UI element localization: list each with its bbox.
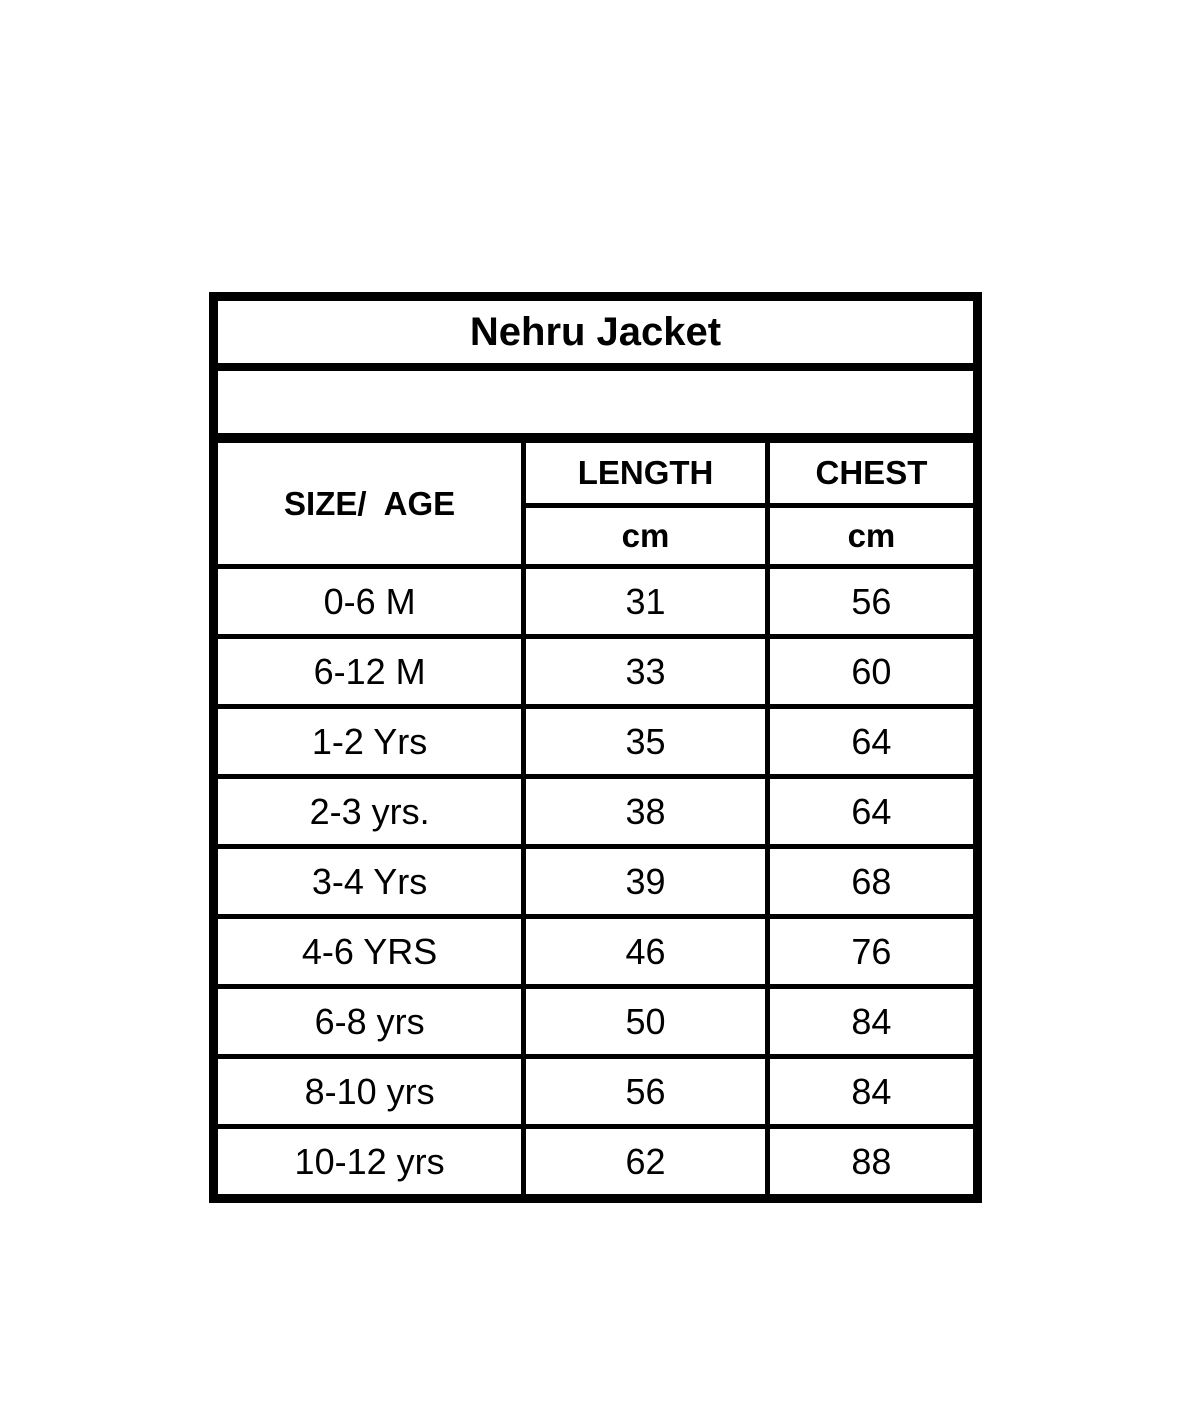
column-header-size-age: SIZE/ AGE: [214, 438, 524, 567]
table-row: [214, 847, 978, 917]
chest-cell: 84: [767, 1057, 977, 1127]
spacer-cell: [214, 367, 978, 438]
length-cell: 56: [524, 1057, 768, 1127]
table-row: [214, 777, 978, 847]
length-unit-label: cm: [524, 506, 768, 567]
size-cell: 3-4 Yrs: [214, 847, 524, 917]
size-cell: 0-6 M: [214, 567, 524, 637]
table-row: [214, 987, 978, 1057]
chest-cell: 68: [767, 847, 977, 917]
table-row: [214, 1127, 978, 1199]
length-cell: 39: [524, 847, 768, 917]
size-chart-table: [209, 292, 982, 1203]
size-cell: 4-6 YRS: [214, 917, 524, 987]
chest-cell: 88: [767, 1127, 977, 1199]
header-row-measure: [214, 438, 978, 506]
length-cell: 33: [524, 637, 768, 707]
chest-cell: 56: [767, 567, 977, 637]
size-chart: [209, 292, 982, 1203]
size-cell: 8-10 yrs: [214, 1057, 524, 1127]
length-cell: 38: [524, 777, 768, 847]
page-title: Nehru Jacket: [214, 297, 978, 368]
spacer-row: [214, 367, 978, 438]
chest-cell: 84: [767, 987, 977, 1057]
length-cell: 46: [524, 917, 768, 987]
table-row: [214, 567, 978, 637]
table-row: [214, 637, 978, 707]
table-row: [214, 1057, 978, 1127]
size-cell: 2-3 yrs.: [214, 777, 524, 847]
size-cell: 10-12 yrs: [214, 1127, 524, 1199]
length-cell: 62: [524, 1127, 768, 1199]
column-header-length: LENGTH: [524, 438, 768, 506]
size-cell: 1-2 Yrs: [214, 707, 524, 777]
chest-cell: 64: [767, 777, 977, 847]
chest-unit-label: cm: [767, 506, 977, 567]
chest-cell: 76: [767, 917, 977, 987]
size-cell: 6-12 M: [214, 637, 524, 707]
chest-cell: 64: [767, 707, 977, 777]
column-header-chest: CHEST: [767, 438, 977, 506]
table-row: [214, 707, 978, 777]
title-row: [214, 297, 978, 368]
length-cell: 50: [524, 987, 768, 1057]
chest-cell: 60: [767, 637, 977, 707]
length-cell: 31: [524, 567, 768, 637]
table-row: [214, 917, 978, 987]
length-cell: 35: [524, 707, 768, 777]
size-cell: 6-8 yrs: [214, 987, 524, 1057]
